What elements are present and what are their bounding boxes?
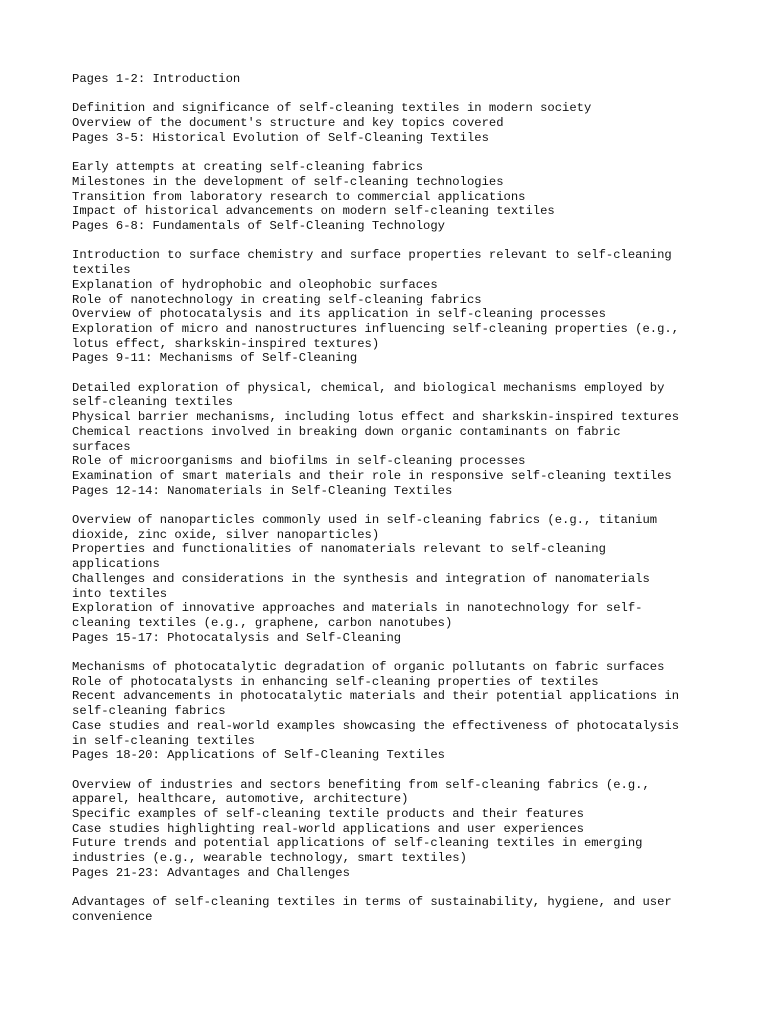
- topic-line: Explanation of hydrophobic and oleophobic surfaces: [72, 277, 438, 292]
- topic-line: Impact of historical advancements on modern self-cleaning textiles: [72, 204, 555, 219]
- section-topic-list: [72, 248, 712, 351]
- outline-section: [72, 351, 712, 483]
- section-topic-list: [72, 660, 712, 748]
- section-heading: Pages 9-11: Mechanisms of Self-Cleaning: [72, 351, 358, 366]
- topic-line: Physical barrier mechanisms, including lotus effect and sharkskin-inspired textures: [72, 410, 680, 425]
- topic-line: Challenges and considerations in the synthesis and integration of nanomaterials into textiles: [72, 571, 650, 601]
- outline-section: [72, 219, 712, 351]
- topic-line: Overview of photocatalysis and its application in self-cleaning processes: [72, 307, 606, 322]
- section-heading: Pages 3-5: Historical Evolution of Self-Cleaning Textiles: [72, 130, 489, 145]
- topic-line: Future trends and potential applications of self-cleaning textiles in emerging industries (e.g., wearable technology, smart textiles): [72, 836, 643, 866]
- section-heading: Pages 1-2: Introduction: [72, 72, 241, 86]
- section-heading: Pages 15-17: Photocatalysis and Self-Cleaning: [72, 630, 402, 645]
- topic-line: Chemical reactions involved in breaking down organic contaminants on fabric surfaces: [72, 424, 621, 454]
- section-topic-list: [72, 101, 712, 130]
- section-heading: Pages 18-20: Applications of Self-Cleaning Textiles: [72, 748, 445, 763]
- section-heading: Pages 12-14: Nanomaterials in Self-Cleaning Textiles: [72, 483, 453, 498]
- topic-line: Role of photocatalysts in enhancing self-cleaning properties of textiles: [72, 674, 599, 689]
- topic-line: Early attempts at creating self-cleaning fabrics: [72, 160, 424, 175]
- topic-line: Introduction to surface chemistry and surface properties relevant to self-cleaning textiles: [72, 248, 672, 278]
- outline-section: [72, 72, 712, 131]
- topic-line: Exploration of innovative approaches and materials in nanotechnology for self- cleaning textiles (e.g., graphene, carbon nanotubes): [72, 601, 643, 630]
- topic-line: Recent advancements in photocatalytic materials and their potential applications in self-cleaning fabrics: [72, 689, 680, 719]
- topic-line: Transition from laboratory research to commercial applications: [72, 189, 526, 204]
- section-topic-list: [72, 513, 712, 631]
- topic-line: Detailed exploration of physical, chemical, and biological mechanisms employed by self-cleaning textiles: [72, 380, 665, 410]
- topic-line: Advantages of self-cleaning textiles in terms of sustainability, hygiene, and user convenience: [72, 895, 672, 924]
- topic-line: Overview of nanoparticles commonly used in self-cleaning fabrics (e.g., titanium dioxide, zinc oxide, silver nanoparticles): [72, 513, 658, 542]
- section-topic-list: [72, 778, 712, 866]
- topic-line: Case studies highlighting real-world applications and user experiences: [72, 821, 584, 836]
- section-heading: Pages 21-23: Advantages and Challenges: [72, 865, 350, 880]
- section-topic-list: [72, 381, 712, 484]
- section-topic-list: [72, 160, 712, 219]
- topic-line: Milestones in the development of self-cleaning technologies: [72, 174, 504, 189]
- outline-section: [72, 484, 712, 631]
- topic-line: Role of microorganisms and biofilms in self-cleaning processes: [72, 454, 526, 469]
- topic-line: Overview of the document's structure and key topics covered: [72, 116, 504, 131]
- section-heading: Pages 6-8: Fundamentals of Self-Cleaning Technology: [72, 219, 445, 233]
- outline-section: [72, 631, 712, 749]
- topic-line: Exploration of micro and nanostructures influencing self-cleaning properties (e.g., lotus effect, sharkskin-inspired textures): [72, 321, 680, 351]
- document-page: [72, 72, 712, 925]
- outline-section: [72, 748, 712, 866]
- outline-section: [72, 866, 712, 925]
- topic-line: Properties and functionalities of nanomaterials relevant to self-cleaning applications: [72, 542, 606, 572]
- topic-line: Specific examples of self-cleaning textile products and their features: [72, 807, 584, 822]
- topic-line: Role of nanotechnology in creating self-cleaning fabrics: [72, 292, 482, 307]
- topic-line: Examination of smart materials and their role in responsive self-cleaning textiles: [72, 468, 672, 483]
- topic-line: Definition and significance of self-cleaning textiles in modern society: [72, 101, 592, 116]
- topic-line: Overview of industries and sectors benefiting from self-cleaning fabrics (e.g., apparel, healthcare, automotive, architecture): [72, 777, 650, 807]
- section-topic-list: [72, 895, 712, 924]
- topic-line: Mechanisms of photocatalytic degradation of organic pollutants on fabric surfaces: [72, 660, 665, 675]
- outline-section: [72, 131, 712, 219]
- topic-line: Case studies and real-world examples showcasing the effectiveness of photocatalysis in self-cleaning textiles: [72, 718, 680, 748]
